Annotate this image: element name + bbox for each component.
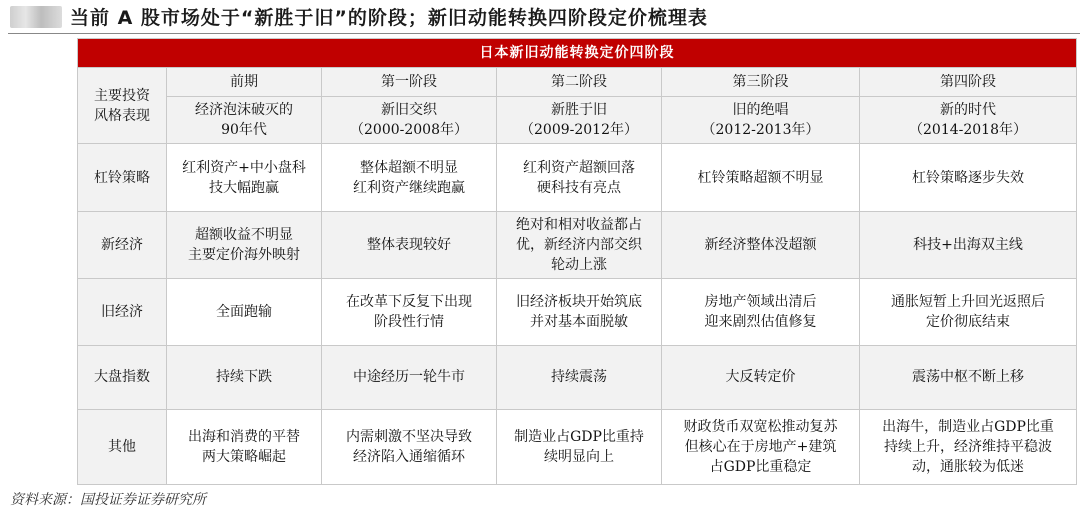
row-header-label: 主要投资 风格表现: [78, 68, 167, 144]
phase-header: 第二阶段: [497, 68, 662, 97]
phase-header: 第四阶段: [860, 68, 1077, 97]
table-cell: 新经济整体没超额: [662, 211, 860, 278]
table-cell: 出海和消费的平替 两大策略崛起: [167, 409, 322, 484]
table-cell: 通胀短暂上升回光返照后 定价彻底结束: [860, 279, 1077, 346]
table-header-row: [78, 68, 1077, 97]
table-row: [78, 346, 1077, 409]
table-cell: 杠铃策略超额不明显: [662, 144, 860, 211]
style-cell: 新旧交织 （2000-2008年）: [322, 97, 497, 144]
table-cell: 大反转定价: [662, 346, 860, 409]
table-row: [78, 409, 1077, 484]
report-title: 当前 A 股市场处于“新胜于旧”的阶段；新旧动能转换四阶段定价梳理表: [70, 7, 708, 29]
style-cell: 旧的绝唱 （2012-2013年）: [662, 97, 860, 144]
table-cell: 科技+出海双主线: [860, 211, 1077, 278]
row-label: 杠铃策略: [78, 144, 167, 211]
table-cell: 震荡中枢不断上移: [860, 346, 1077, 409]
logo-image: [10, 6, 62, 28]
table-cell: 持续震荡: [497, 346, 662, 409]
row-label: 新经济: [78, 211, 167, 278]
table-cell: 制造业占GDP比重持 续明显向上: [497, 409, 662, 484]
phase-header: 前期: [167, 68, 322, 97]
table-cell: 全面跑输: [167, 279, 322, 346]
table-cell: 红利资产+中小盘科 技大幅跑赢: [167, 144, 322, 211]
table-cell: 出海牛，制造业占GDP比重 持续上升，经济维持平稳波 动，通胀较为低迷: [860, 409, 1077, 484]
style-cell: 新的时代 （2014-2018年）: [860, 97, 1077, 144]
table-cell: 财政货币双宽松推动复苏 但核心在于房地产+建筑 占GDP比重稳定: [662, 409, 860, 484]
table-cell: 超额收益不明显 主要定价海外映射: [167, 211, 322, 278]
phase-header: 第一阶段: [322, 68, 497, 97]
phase-header: 第三阶段: [662, 68, 860, 97]
row-label: 其他: [78, 409, 167, 484]
table-cell: 旧经济板块开始筑底 并对基本面脱敏: [497, 279, 662, 346]
table-cell: 房地产领域出清后 迎来剧烈估值修复: [662, 279, 860, 346]
table-cell: 持续下跌: [167, 346, 322, 409]
table-cell: 中途经历一轮牛市: [322, 346, 497, 409]
table-cell: 绝对和相对收益都占 优，新经济内部交织 轮动上涨: [497, 211, 662, 278]
table-cell: 整体超额不明显 红利资产继续跑赢: [322, 144, 497, 211]
table-cell: 杠铃策略逐步失效: [860, 144, 1077, 211]
style-cell: 新胜于旧 （2009-2012年）: [497, 97, 662, 144]
report-header: [0, 0, 1080, 34]
table-cell: 在改革下反复下出现 阶段性行情: [322, 279, 497, 346]
title-divider: [8, 33, 1080, 34]
phase-table: [77, 38, 1077, 485]
table-cell: 整体表现较好: [322, 211, 497, 278]
style-row: [78, 97, 1077, 144]
source-note: 资料来源：国投证券证券研究所: [10, 492, 206, 508]
row-label: 大盘指数: [78, 346, 167, 409]
table-row: [78, 144, 1077, 211]
table-cell: 内需刺激不坚决导致 经济陷入通缩循环: [322, 409, 497, 484]
table-row: [78, 279, 1077, 346]
table-banner: 日本新旧动能转换定价四阶段: [78, 39, 1077, 68]
table-row: [78, 211, 1077, 278]
table-cell: 红利资产超额回落 硬科技有亮点: [497, 144, 662, 211]
row-label: 旧经济: [78, 279, 167, 346]
style-cell: 经济泡沫破灭的 90年代: [167, 97, 322, 144]
